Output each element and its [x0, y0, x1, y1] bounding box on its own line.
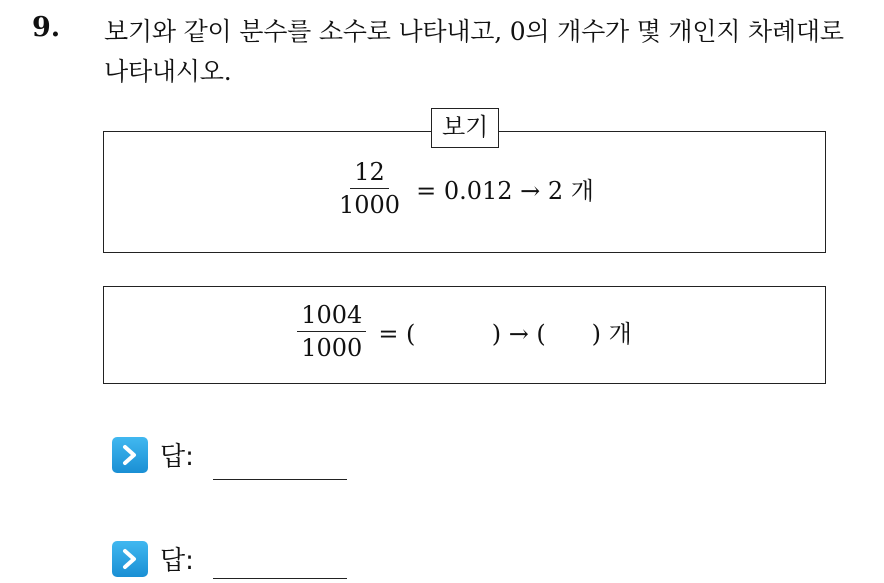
problem-fraction [297, 301, 366, 362]
question-text: 보기와 같이 분수를 소수로 나타내고, 0의 개수가 몇 개인지 차례대로 나타내시오. [104, 17, 844, 86]
problem-numerator: 1004 [297, 301, 366, 332]
example-equation [104, 158, 825, 219]
example-expression: = 0.012 → 2 개 [416, 177, 594, 205]
chevron-right-icon [112, 437, 148, 473]
problem-denominator: 1000 [301, 334, 363, 362]
example-fraction [335, 158, 404, 219]
question-number: 9. [32, 12, 61, 43]
example-box [103, 113, 826, 253]
answer-blank-2[interactable] [213, 578, 347, 579]
chevron-right-icon [112, 541, 148, 577]
answer-blank-1[interactable] [213, 479, 347, 480]
answer-label-2: 답: [160, 546, 194, 576]
answer-row-1 [112, 436, 194, 473]
problem-equation [104, 301, 825, 362]
problem-expression: = ( ) → ( ) 개 [378, 320, 632, 348]
problem-box [103, 286, 826, 384]
example-numerator: 12 [350, 158, 389, 189]
answer-row-2 [112, 540, 194, 577]
example-denominator: 1000 [339, 191, 401, 219]
answer-label-1: 답: [160, 442, 194, 472]
example-label: 보기 [431, 108, 499, 148]
